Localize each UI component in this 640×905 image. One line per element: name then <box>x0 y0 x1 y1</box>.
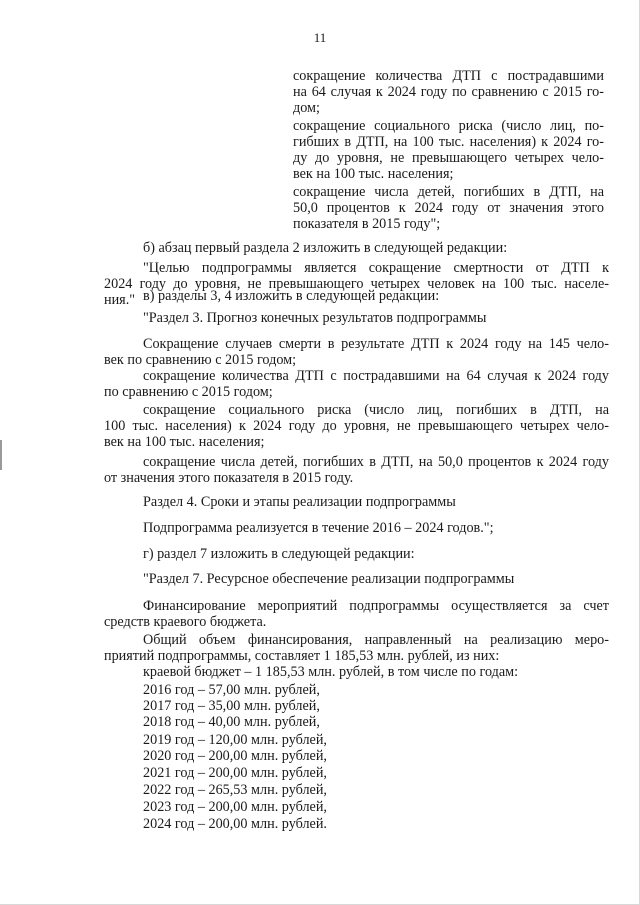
regional-budget: краевой бюджет – 1 185,53 млн. рублей, в том числе по годам: <box>143 664 519 680</box>
section3-p3-line3: век на 100 тыс. населения; <box>104 434 265 450</box>
section4-text: Подпрограмма реализуется в течение 2016 – 2024 годов."; <box>143 520 494 536</box>
section3-p2-line2: по сравнению с 2015 годом; <box>104 384 273 400</box>
quote-item2-line2: гибших в ДТП, на 100 тыс. населения) к 2024 го- <box>293 134 604 150</box>
section3-p3-line2: 100 тыс. населения) к 2024 году до уровня, не превышающего четырех чело- <box>104 418 609 434</box>
quote-item1-line3: дом; <box>293 100 320 116</box>
section3-p3-line1: сокращение социального риска (число лиц, погибших в ДТП, на <box>143 402 609 418</box>
financing-line1: Финансирование мероприятий подпрограммы осуществляется за счет <box>143 598 609 614</box>
year-item: 2022 год – 265,53 млн. рублей, <box>143 782 327 798</box>
section7-title: "Раздел 7. Ресурсное обеспечение реализации подпрограммы <box>143 571 515 587</box>
goal-line3: ния." <box>104 292 136 308</box>
year-item: 2017 год – 35,00 млн. рублей, <box>143 698 320 714</box>
total-line1: Общий объем финансирования, направленный на реализацию меро- <box>143 632 609 648</box>
total-line2: приятий подпрограммы, составляет 1 185,53 млн. рублей, из них: <box>104 648 500 664</box>
year-item: 2020 год – 200,00 млн. рублей, <box>143 748 327 764</box>
goal-line2: 2024 году до уровня, не превышающего четырех человек на 100 тыс. населе- <box>104 276 609 292</box>
scan-edge-mark <box>0 440 2 470</box>
quote-item2-line4: век на 100 тыс. населения; <box>293 166 454 182</box>
section3-p1-line1: Сокращение случаев смерти в результате ДТП к 2024 году на 145 чело- <box>143 336 609 352</box>
para-v: в) разделы 3, 4 изложить в следующей редакции: <box>143 288 440 304</box>
section3-title: "Раздел 3. Прогноз конечных результатов подпрограммы <box>143 310 487 326</box>
quote-item3-line1: сокращение числа детей, погибших в ДТП, на <box>293 184 604 200</box>
financing-line2: средств краевого бюджета. <box>104 614 267 630</box>
quote-item1-line1: сокращение количества ДТП с пострадавшими <box>293 68 604 84</box>
year-item: 2021 год – 200,00 млн. рублей, <box>143 765 327 781</box>
quote-item2-line1: сокращение социального риска (число лиц, по- <box>293 118 604 134</box>
year-item: 2016 год – 57,00 млн. рублей, <box>143 682 320 698</box>
page-number: 11 <box>313 30 327 45</box>
section4-title: Раздел 4. Сроки и этапы реализации подпрограммы <box>143 494 456 510</box>
para-b: б) абзац первый раздела 2 изложить в следующей редакции: <box>143 240 508 256</box>
section3-p4-line2: от значения этого показателя в 2015 году. <box>104 470 354 486</box>
year-item: 2024 год – 200,00 млн. рублей. <box>143 816 327 832</box>
quote-item3-line3: показателя в 2015 году"; <box>293 216 441 232</box>
year-item: 2018 год – 40,00 млн. рублей, <box>143 714 320 730</box>
section3-p4-line1: сокращение числа детей, погибших в ДТП, на 50,0 процентов к 2024 году <box>143 454 609 470</box>
para-g: г) раздел 7 изложить в следующей редакции: <box>143 546 415 562</box>
section3-p1-line2: век по сравнению с 2015 годом; <box>104 352 297 368</box>
year-item: 2019 год – 120,00 млн. рублей, <box>143 732 327 748</box>
quote-item2-line3: ду до уровня, не превышающего четырех чело- <box>293 150 604 166</box>
section3-p2-line1: сокращение количества ДТП с пострадавшими на 64 случая к 2024 году <box>143 368 609 384</box>
year-item: 2023 год – 200,00 млн. рублей, <box>143 799 327 815</box>
quote-item3-line2: 50,0 процентов к 2024 году от значения этого <box>293 200 604 216</box>
goal-line1: "Целью подпрограммы является сокращение смертности от ДТП к <box>143 260 609 276</box>
quote-item1-line2: на 64 случая к 2024 году по сравнению с 2015 го- <box>293 84 604 100</box>
